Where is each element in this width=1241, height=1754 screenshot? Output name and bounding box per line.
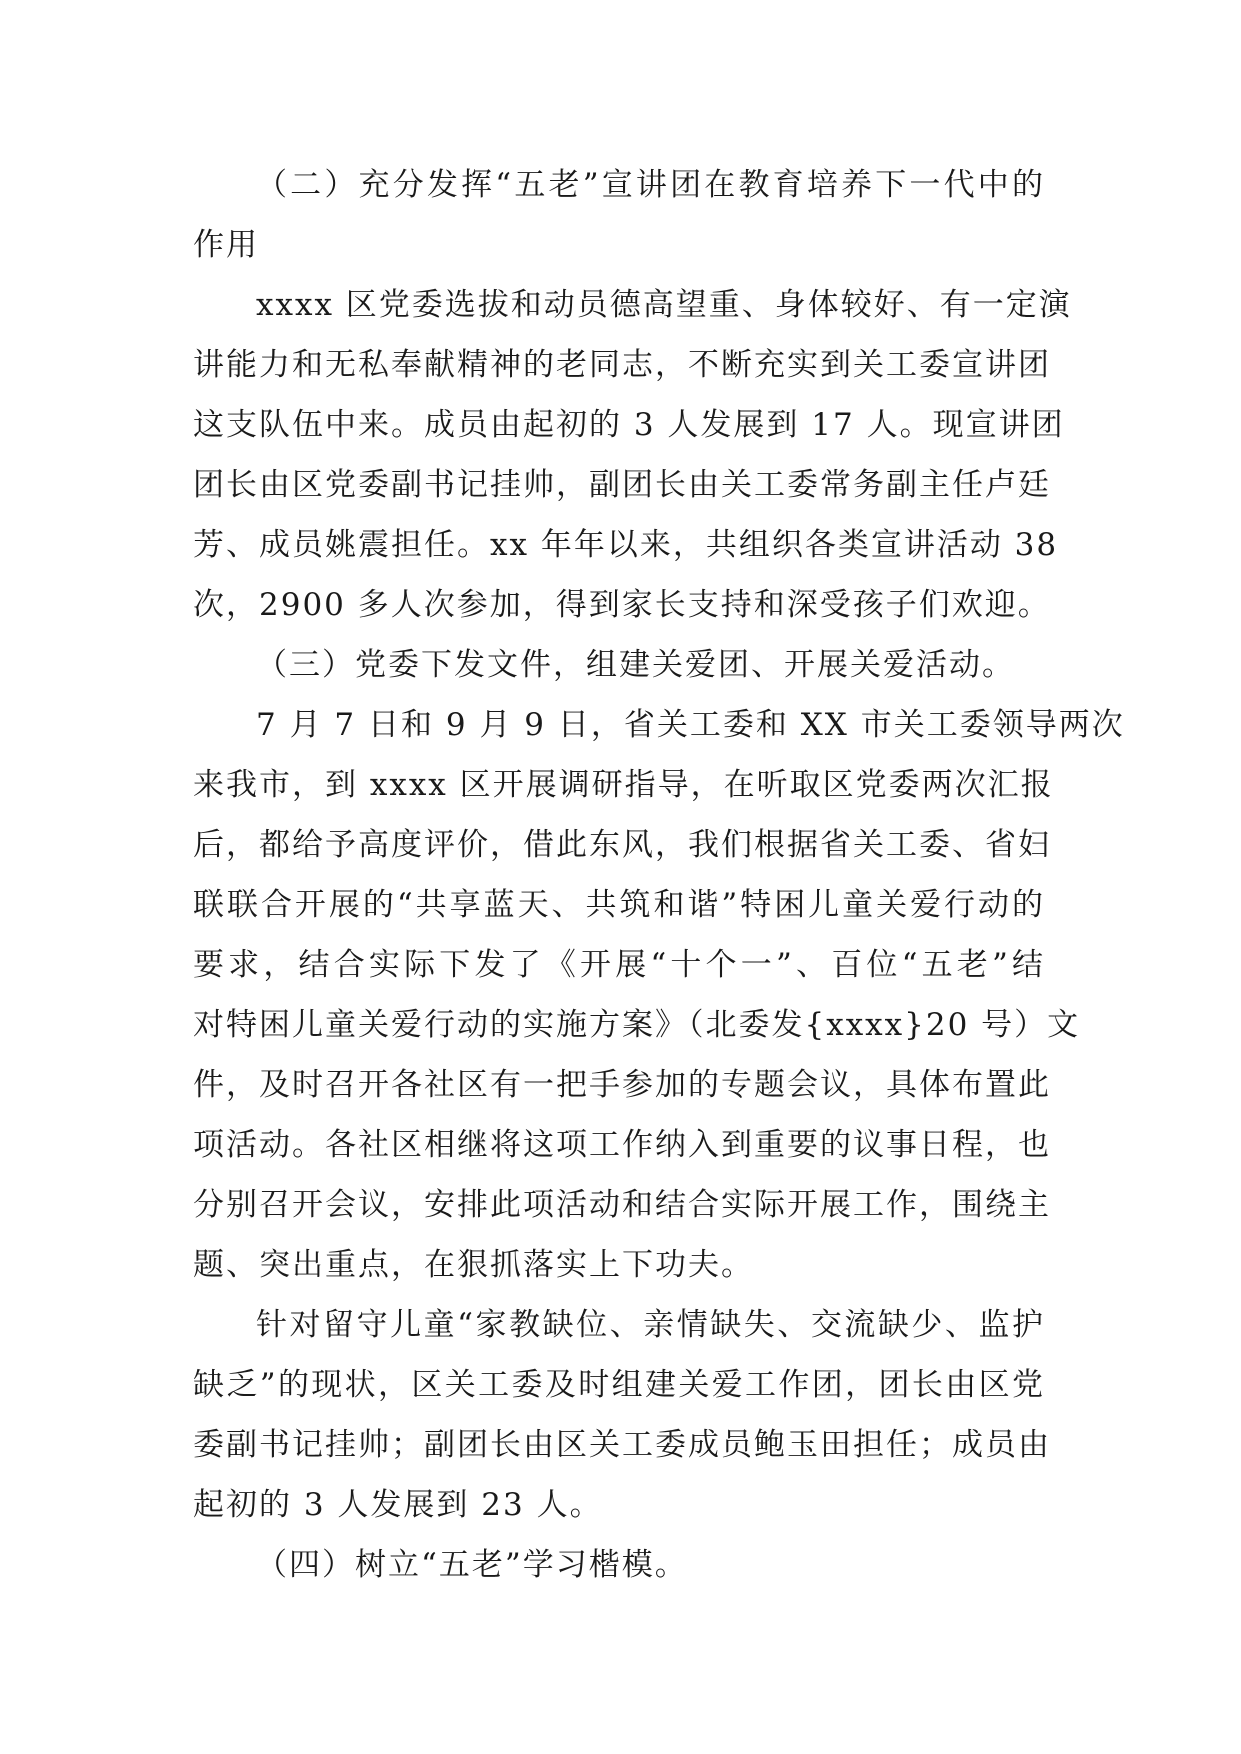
text-line: xxxx 区党委选拔和动员德高望重、身体较好、有一定演 xyxy=(256,287,1072,323)
text-line: （四）树立“五老”学习楷模。 xyxy=(256,1547,688,1583)
paragraph-left-behind-children xyxy=(193,1295,1051,1535)
text-line: 缺乏”的现状，区关工委及时组建关爱工作团，团长由区党 xyxy=(193,1367,1045,1403)
text-line: 联联合开展的“共享蓝天、共筑和谐”特困儿童关爱行动的 xyxy=(193,887,1045,923)
text-line: 来我市，到 xxxx 区开展调研指导，在听取区党委两次汇报 xyxy=(193,767,1054,803)
text-line: 项活动。各社区相继将这项工作纳入到重要的议事日程，也 xyxy=(193,1127,1051,1163)
section-heading-4 xyxy=(193,1535,1045,1595)
document-body xyxy=(193,155,1125,1595)
text-line: 芳、成员姚震担任。xx 年年以来，共组织各类宣讲活动 38 xyxy=(193,527,1059,563)
text-line: 题、突出重点，在狠抓落实上下功夫。 xyxy=(193,1247,754,1283)
text-line: 次，2900 多人次参加，得到家长支持和深受孩子们欢迎。 xyxy=(193,587,1051,623)
text-line: 后，都给予高度评价，借此东风，我们根据省关工委、省妇 xyxy=(193,827,1051,863)
text-line: 对特困儿童关爱行动的实施方案》（北委发{xxxx}20 号）文 xyxy=(193,1007,1081,1043)
text-line: 7 月 7 日和 9 月 9 日，省关工委和 XX 市关工委领导两次 xyxy=(256,707,1125,743)
text-line: 要求，结合实际下发了《开展“十个一”、百位“五老”结 xyxy=(193,947,1045,983)
paragraph-lecture-group xyxy=(193,275,1072,635)
text-line: 这支队伍中来。成员由起初的 3 人发展到 17 人。现宣讲团 xyxy=(193,407,1065,443)
text-line: （二）充分发挥“五老”宣讲团在教育培养下一代中的 xyxy=(256,167,1045,203)
text-line: 团长由区党委副书记挂帅，副团长由关工委常务副主任卢廷 xyxy=(193,467,1051,503)
text-line: （三）党委下发文件，组建关爱团、开展关爱活动。 xyxy=(256,647,1015,683)
text-line: 件，及时召开各社区有一把手参加的专题会议，具体布置此 xyxy=(193,1067,1051,1103)
section-heading-3 xyxy=(193,635,1045,695)
text-line: 起初的 3 人发展到 23 人。 xyxy=(193,1487,603,1523)
paragraph-care-documents xyxy=(193,695,1125,1295)
text-line: 委副书记挂帅；副团长由区关工委成员鲍玉田担任；成员由 xyxy=(193,1427,1051,1463)
text-line: 讲能力和无私奉献精神的老同志，不断充实到关工委宣讲团 xyxy=(193,347,1051,383)
text-line: 针对留守儿童“家教缺位、亲情缺失、交流缺少、监护 xyxy=(256,1307,1045,1343)
text-line: 作用 xyxy=(193,227,259,263)
text-line: 分别召开会议，安排此项活动和结合实际开展工作，围绕主 xyxy=(193,1187,1051,1223)
section-heading-2 xyxy=(193,155,1045,275)
